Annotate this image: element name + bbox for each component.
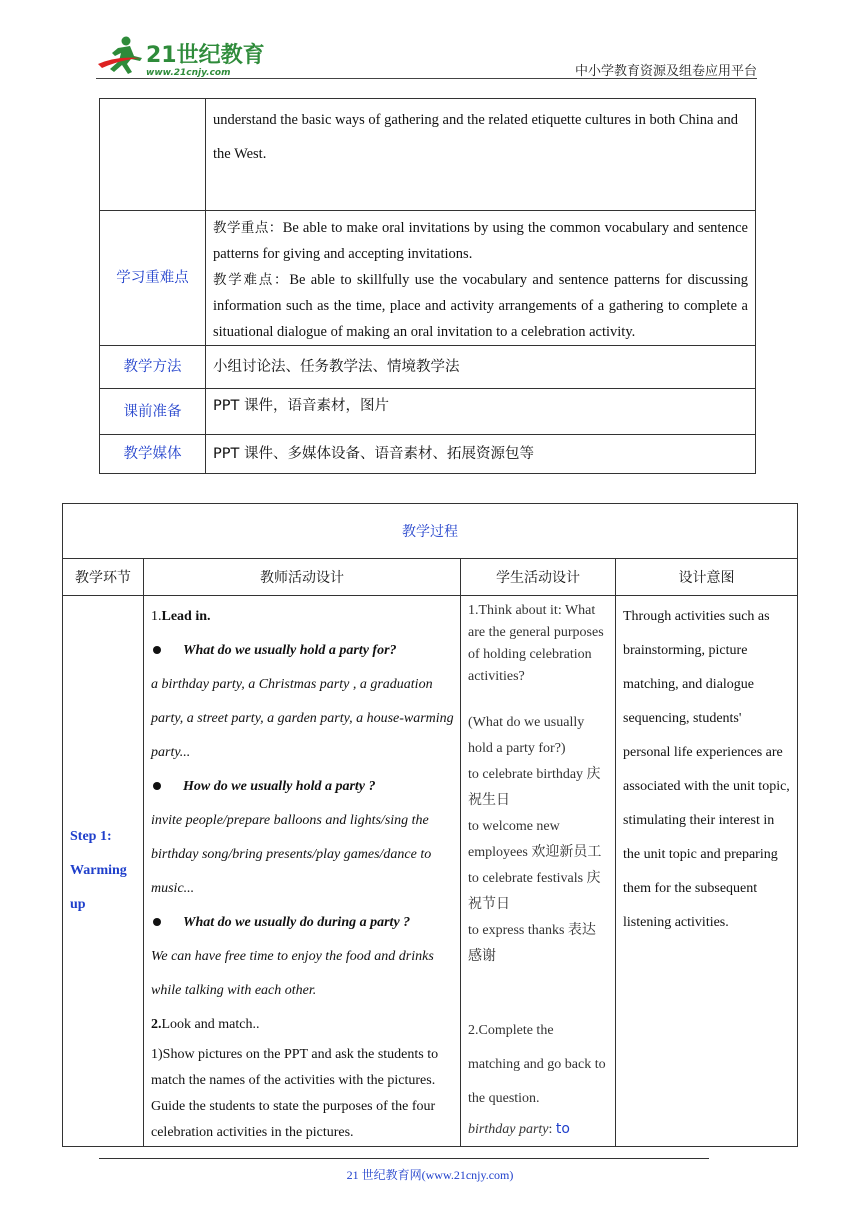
lesson-info-table xyxy=(99,98,756,474)
footer-text: 21 世纪教育网(www.21cnjy.com) xyxy=(346,1168,514,1182)
student-item-2: (What do we usually hold a party for?) xyxy=(468,715,585,756)
student-item-1: 1.Think about it: What are the general purposes of holding celebration activities? xyxy=(468,603,604,684)
process-title: 教学过程 xyxy=(63,504,798,559)
student-item-3: to celebrate birthday 庆祝生日 xyxy=(468,767,601,808)
media-row xyxy=(100,435,756,474)
method-row xyxy=(100,346,756,389)
question-1: What do we usually hold a party for? xyxy=(183,643,397,658)
student-item-7: 2.Complete the matching and go back to the question. xyxy=(468,1023,606,1106)
method-label: 教学方法 xyxy=(100,346,206,389)
media-label: 教学媒体 xyxy=(100,435,206,474)
key-point: Be able to make oral invitations by using the common vocabulary and sentence patterns for giving and accepting invitations. xyxy=(213,220,748,262)
header-divider xyxy=(96,78,757,79)
process-header-row xyxy=(63,559,798,596)
match-title: Look and match.. xyxy=(161,1017,260,1032)
difficult-point: Be able to skillfully use the vocabulary and sentence patterns for discussing information such as the time, place and activity arrangements of a gathering to complete a situational dialogue of making an oral invitation to a celebration activity. xyxy=(213,272,749,340)
header-teacher: 教师活动设计 xyxy=(144,559,461,596)
lead-num: 1. xyxy=(151,609,162,624)
logo-url: www.21cnjy.com xyxy=(146,68,231,78)
prep-label: 课前准备 xyxy=(100,389,206,435)
bullet-icon xyxy=(153,918,161,926)
student-item-6: to express thanks 表达感谢 xyxy=(468,923,596,964)
teacher-activity xyxy=(144,596,461,1147)
runner-icon xyxy=(98,37,142,75)
method-value: 小组讨论法、任务教学法、情境教学法 xyxy=(206,346,756,389)
objective-label-cell xyxy=(100,99,206,211)
design-intent: Through activities such as brainstorming, picture matching, and dialogue sequencing, students' personal life experiences are associated with the unit topic, stimulating their interest in the unit topic and preparing them for the subsequent listening activities. xyxy=(616,596,798,1147)
objective-row xyxy=(100,99,756,211)
step-line-2: Warming xyxy=(70,863,127,878)
process-title-row xyxy=(63,504,798,559)
match-desc: 1)Show pictures on the PPT and ask the students to match the names of the activities with the pictures. Guide the students to state the purposes of the four celebration activities in the pictures. xyxy=(151,1047,439,1140)
header-stage: 教学环节 xyxy=(63,559,144,596)
answer-2: invite people/prepare balloons and lights/sing the birthday song/bring presents/play games/dance to music... xyxy=(151,813,432,896)
difficult-point-prefix: 教学难点： xyxy=(213,272,290,288)
difficulty-row xyxy=(100,211,756,346)
teaching-process-table xyxy=(62,503,798,1147)
key-point-prefix: 教学重点： xyxy=(213,220,283,236)
student-item-4: to welcome new employees 欢迎新员工 xyxy=(468,819,602,860)
media-value: PPT 课件、多媒体设备、语音素材、拓展资源包等 xyxy=(206,435,756,474)
objective-cont: understand the basic ways of gathering and the related etiquette cultures in both China and the West. xyxy=(206,99,756,211)
logo-text: 21世纪教育 xyxy=(146,43,265,68)
site-logo xyxy=(96,34,266,80)
footer-divider xyxy=(99,1158,709,1159)
step-line-3: up xyxy=(70,897,86,912)
lead-title: Lead in. xyxy=(161,609,211,624)
step1-row xyxy=(63,596,798,1147)
student-item-8-to: to xyxy=(555,1121,570,1137)
difficulty-label: 学习重难点 xyxy=(100,211,206,346)
header-intent: 设计意图 xyxy=(616,559,798,596)
header-student: 学生活动设计 xyxy=(461,559,616,596)
bullet-icon xyxy=(153,782,161,790)
prep-row xyxy=(100,389,756,435)
answer-1: a birthday party, a Christmas party , a graduation party, a street party, a garden party, a house-warming party... xyxy=(151,677,454,760)
step-label xyxy=(63,596,144,1147)
question-2: How do we usually hold a party ? xyxy=(183,779,376,794)
step-line-1: Step 1: xyxy=(70,829,112,844)
student-item-5: to celebrate festivals 庆祝节日 xyxy=(468,871,601,912)
student-item-8-label: birthday party xyxy=(468,1122,549,1137)
question-3: What do we usually do during a party ? xyxy=(183,915,411,930)
prep-value: PPT 课件，语音素材，图片 xyxy=(206,389,756,435)
platform-name: 中小学教育资源及组卷应用平台 xyxy=(574,64,757,79)
bullet-icon xyxy=(153,646,161,654)
student-activity xyxy=(461,596,616,1147)
student-item-8-colon: : xyxy=(548,1122,556,1137)
answer-3: We can have free time to enjoy the food and drinks while talking with each other. xyxy=(151,949,434,998)
match-num: 2. xyxy=(151,1017,162,1032)
